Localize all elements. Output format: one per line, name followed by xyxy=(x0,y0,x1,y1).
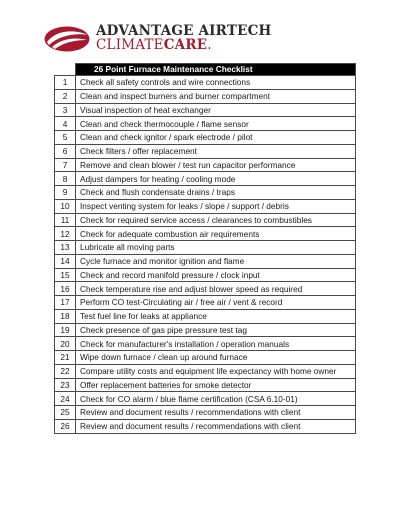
title-spacer xyxy=(55,64,76,76)
checklist-body xyxy=(55,76,356,434)
item-text: Clean and inspect burners and burner compartment xyxy=(76,89,356,103)
checklist-row xyxy=(55,323,356,337)
item-number: 7 xyxy=(55,158,76,172)
item-text: Check presence of gas pipe pressure test tag xyxy=(76,323,356,337)
checklist-row xyxy=(55,213,356,227)
checklist-row xyxy=(55,268,356,282)
item-text: Adjust dampers for heating / cooling mode xyxy=(76,172,356,186)
checklist-row xyxy=(55,199,356,213)
item-text: Check for required service access / clearances to combustibles xyxy=(76,213,356,227)
checklist-row xyxy=(55,378,356,392)
item-text: Inspect venting system for leaks / slope / support / debris xyxy=(76,199,356,213)
logo-word-care: CARE xyxy=(163,37,208,53)
checklist-row xyxy=(55,227,356,241)
checklist-row xyxy=(55,89,356,103)
item-number: 10 xyxy=(55,199,76,213)
company-logo xyxy=(44,22,272,54)
item-text: Check filters / offer replacement xyxy=(76,144,356,158)
item-number: 25 xyxy=(55,406,76,420)
checklist-row xyxy=(55,364,356,378)
checklist-row xyxy=(55,172,356,186)
item-text: Cycle furnace and monitor ignition and flame xyxy=(76,254,356,268)
item-number: 6 xyxy=(55,144,76,158)
item-number: 17 xyxy=(55,296,76,310)
logo-mark-icon xyxy=(44,26,90,52)
item-number: 19 xyxy=(55,323,76,337)
checklist-row xyxy=(55,241,356,255)
checklist-row xyxy=(55,131,356,145)
item-text: Check for adequate combustion air requirements xyxy=(76,227,356,241)
item-number: 22 xyxy=(55,364,76,378)
checklist-row xyxy=(55,186,356,200)
item-text: Clean and check thermocouple / flame sensor xyxy=(76,117,356,131)
maintenance-checklist-table xyxy=(54,63,356,434)
checklist-title: 26 Point Furnace Maintenance Checklist xyxy=(76,64,356,76)
item-number: 3 xyxy=(55,103,76,117)
item-number: 23 xyxy=(55,378,76,392)
checklist-row xyxy=(55,158,356,172)
item-number: 9 xyxy=(55,186,76,200)
item-number: 12 xyxy=(55,227,76,241)
item-text: Test fuel line for leaks at appliance xyxy=(76,309,356,323)
item-text: Wipe down furnace / clean up around furnace xyxy=(76,351,356,365)
item-text: Check and record manifold pressure / clock input xyxy=(76,268,356,282)
item-number: 26 xyxy=(55,419,76,433)
item-text: Perform CO test-Circulating air / free air / vent & record xyxy=(76,296,356,310)
checklist-row xyxy=(55,144,356,158)
item-text: Offer replacement batteries for smoke detector xyxy=(76,378,356,392)
item-number: 13 xyxy=(55,241,76,255)
logo-word-dot: . xyxy=(207,37,212,53)
item-text: Check temperature rise and adjust blower speed as required xyxy=(76,282,356,296)
item-number: 11 xyxy=(55,213,76,227)
checklist-row xyxy=(55,76,356,90)
item-text: Remove and clean blower / test run capacitor performance xyxy=(76,158,356,172)
checklist-row xyxy=(55,337,356,351)
logo-wordmark-bottom xyxy=(96,37,212,53)
item-number: 2 xyxy=(55,89,76,103)
item-number: 5 xyxy=(55,131,76,145)
item-number: 1 xyxy=(55,76,76,90)
checklist-row xyxy=(55,351,356,365)
logo-wordmark-top: ADVANTAGE AIRTECH xyxy=(96,23,272,39)
item-text: Review and document results / recommendations with client xyxy=(76,406,356,420)
item-number: 20 xyxy=(55,337,76,351)
item-text: Check for CO alarm / blue flame certification (CSA 6.10-01) xyxy=(76,392,356,406)
item-text: Clean and check ignitor / spark electrode / pilot xyxy=(76,131,356,145)
item-number: 18 xyxy=(55,309,76,323)
checklist-row xyxy=(55,406,356,420)
logo-word-climate: CLIMATE xyxy=(96,37,164,53)
item-number: 8 xyxy=(55,172,76,186)
item-text: Check all safety controls and wire connections xyxy=(76,76,356,90)
checklist-row xyxy=(55,296,356,310)
item-number: 4 xyxy=(55,117,76,131)
checklist-row xyxy=(55,117,356,131)
item-number: 15 xyxy=(55,268,76,282)
item-number: 16 xyxy=(55,282,76,296)
item-text: Review and document results / recommendations with client xyxy=(76,419,356,433)
item-number: 21 xyxy=(55,351,76,365)
item-number: 14 xyxy=(55,254,76,268)
item-number: 24 xyxy=(55,392,76,406)
checklist-row xyxy=(55,254,356,268)
checklist-row xyxy=(55,309,356,323)
checklist-row xyxy=(55,419,356,433)
checklist-row xyxy=(55,282,356,296)
item-text: Lubricate all moving parts xyxy=(76,241,356,255)
checklist-row xyxy=(55,392,356,406)
item-text: Check for manufacturer's installation / operation manuals xyxy=(76,337,356,351)
item-text: Visual inspection of heat exchanger xyxy=(76,103,356,117)
item-text: Compare utility costs and equipment life expectancy with home owner xyxy=(76,364,356,378)
checklist-title-row xyxy=(55,64,356,76)
item-text: Check and flush condensate drains / traps xyxy=(76,186,356,200)
checklist-row xyxy=(55,103,356,117)
